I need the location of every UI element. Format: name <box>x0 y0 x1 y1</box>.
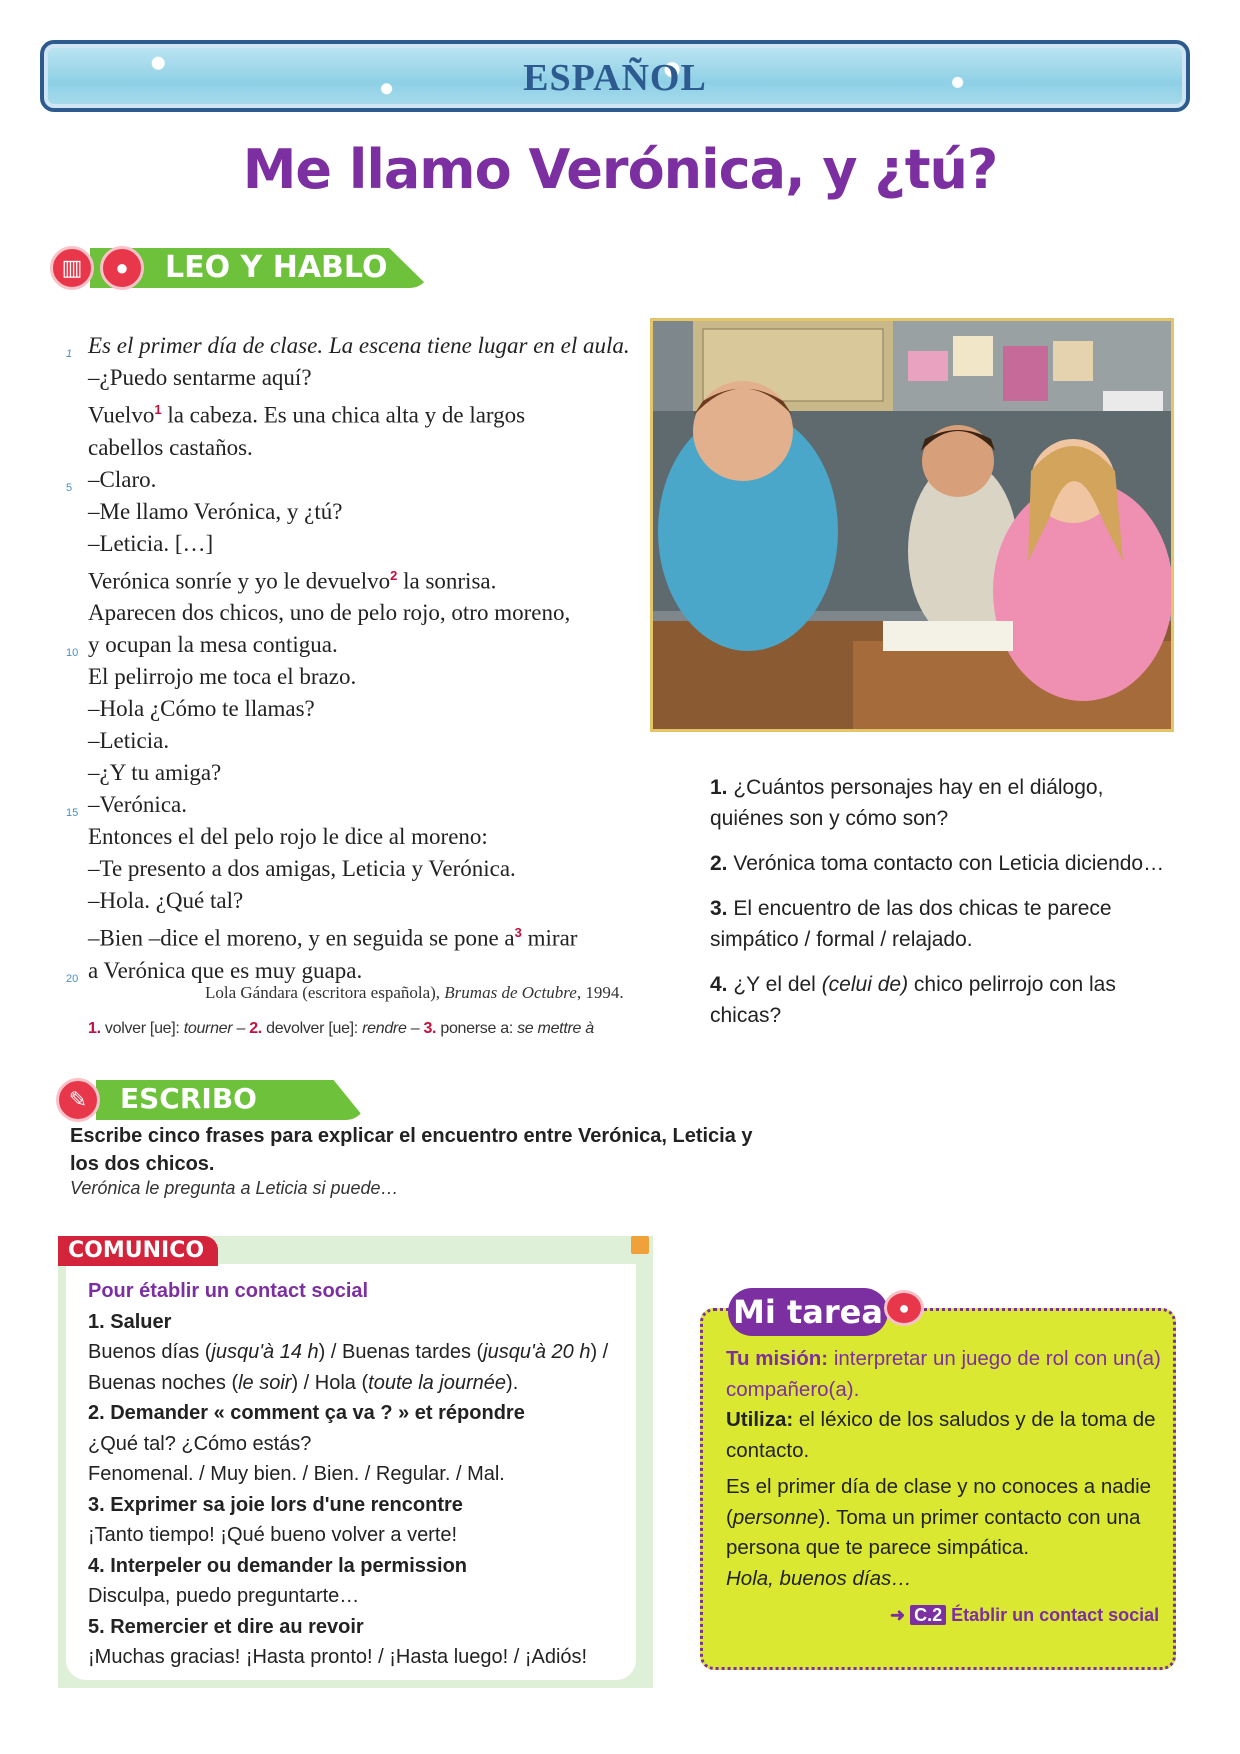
escribo-instruction: Escribe cinco frases para explicar el encuentro entre Verónica, Leticia y los dos chicos. <box>70 1125 753 1175</box>
reading-line: –Bien –dice el moreno, y en seguida se pone $a^3$ mirar <box>88 925 578 951</box>
reading-line: –Leticia. <box>88 728 170 754</box>
comunico-line-2b: Fenomenal. / Muy bien. / Bien. / Regular. / Mal. <box>88 1463 505 1485</box>
speech-bubble-icon: ● <box>884 1290 924 1326</box>
comunico-line-5: ¡Muchas gracias! ¡Hasta pronto! / ¡Hasta luego! / ¡Adiós! <box>88 1646 588 1668</box>
comunico-heading-2: 2. Demander « comment ça va ? » et répondre <box>88 1402 525 1424</box>
contact-social-link[interactable]: ➜ C.2 Établir un contact social <box>890 1605 1160 1625</box>
escribo-example: Verónica le pregunta a Leticia si puede… <box>70 1178 399 1198</box>
line-number: 20 <box>66 972 79 985</box>
credit-author: Lola Gándara (escritora española), <box>205 983 445 1002</box>
comunico-heading-1: 1. Saluer <box>88 1310 172 1333</box>
section-header-leo-hablo <box>50 240 430 290</box>
reading-line: –Hola ¿Cómo te llamas? <box>88 696 315 722</box>
comunico-line-1b: Buenas noches (le soir) / Hola (toute la journée). <box>88 1371 519 1394</box>
questions-list <box>710 772 1180 1045</box>
speech-bubble-icon: ● <box>100 246 144 290</box>
classroom-illustration <box>653 321 1174 732</box>
mi-tarea-title: Mi tarea <box>728 1288 888 1336</box>
line-number: 15 <box>66 807 79 820</box>
comunico-heading-5: 5. Remercier et dire au revoir <box>88 1615 364 1638</box>
reading-line: 20 a Verónica que es muy guapa. <box>88 955 658 987</box>
reading-line: –Leticia. […] <box>88 530 214 556</box>
reading-line: Vuelvo$^1$ la cabeza. Es una chica alta y de largos <box>88 402 526 428</box>
line-number: 10 <box>66 647 79 660</box>
corner-icon <box>631 1236 649 1254</box>
mi-tarea-content <box>726 1344 1176 1594</box>
question-4: 4. ¿Y el del (celui de) chico pelirrojo con las chicas? <box>710 973 1116 1027</box>
comunico-heading-3: 3. Exprimer sa joie lors d'une rencontre <box>88 1493 463 1516</box>
footnotes: 1. volver [ue]: tourner – 2. devolver [ue]: rendre – 3. ponerse a: se mettre à <box>88 1020 594 1037</box>
reading-line: –¿Puedo sentarme aquí? <box>88 365 312 390</box>
comunico-line-1a: Buenos días (jusqu'à 14 h) / Buenas tardes (jusqu'à 20 h) / <box>88 1341 609 1363</box>
tarea-mision: Tu misión: interpretar un juego de rol con un(a) compañero(a). <box>726 1347 1161 1401</box>
reading-line: Aparecen dos chicos, uno de pelo rojo, otro moreno, <box>88 600 571 626</box>
reading-line: 10 y ocupan la mesa contigua. <box>88 629 658 661</box>
reading-line: –Me llamo Verónica, y ¿tú? <box>88 498 343 524</box>
reading-text <box>66 330 658 987</box>
question-2: 2. Verónica toma contacto con Leticia diciendo… <box>710 852 1165 875</box>
reading-line: El pelirrojo me toca el brazo. <box>88 664 357 690</box>
comunico-line-4: Disculpa, puedo preguntarte… <box>88 1585 360 1607</box>
line-number: 5 <box>66 481 73 494</box>
pencil-icon: ✎ <box>56 1078 100 1122</box>
reading-line: –¿Y tu amiga? <box>88 760 222 786</box>
book-icon: ▥ <box>50 246 94 290</box>
comunico-title: Pour établir un contact social <box>88 1280 369 1302</box>
arrow-right-icon: ➜ <box>890 1605 911 1625</box>
comunico-line-2a: ¿Qué tal? ¿Cómo estás? <box>88 1432 312 1455</box>
reading-credit <box>205 983 624 1003</box>
tarea-utiliza: Utiliza: el léxico de los saludos y de la toma de contacto. <box>726 1408 1156 1462</box>
reading-line: cabellos castaños. <box>88 434 253 460</box>
section-label: ESCRIBO <box>120 1082 257 1115</box>
section-header-escribo <box>56 1072 356 1122</box>
comunico-content <box>88 1276 618 1673</box>
reading-line: Verónica sonríe y yo le devuelvo$^2$ la sonrisa. <box>88 567 497 594</box>
reading-line: 15 –Verónica. <box>88 789 658 821</box>
tarea-example: Hola, buenos días… <box>726 1566 912 1590</box>
comunico-tab: COMUNICO <box>58 1236 218 1266</box>
question-1: 1. ¿Cuántos personajes hay en el diálogo, quiénes son y cómo son? <box>710 776 1104 830</box>
credit-year: , 1994. <box>576 983 624 1002</box>
comunico-box <box>58 1236 653 1688</box>
page-title: Me llamo Verónica, y ¿tú? <box>242 138 998 201</box>
credit-book: Brumas de Octubre <box>444 983 577 1002</box>
reading-line: 5 –Claro. <box>88 464 658 496</box>
header-banner <box>40 40 1190 112</box>
comunico-heading-4: 4. Interpeler ou demander la permission <box>88 1554 468 1577</box>
reading-line: 1 Es el primer día de clase. La escena tiene lugar en el aula. <box>88 330 658 362</box>
section-label: LEO Y HABLO <box>165 250 388 285</box>
classroom-photo <box>650 318 1174 732</box>
line-number: 1 <box>66 348 73 360</box>
subject-title: ESPAÑOL <box>523 57 707 99</box>
question-3: 3. El encuentro de las dos chicas te parece simpático / formal / relajado. <box>710 897 1112 951</box>
reading-line: Entonces el del pelo rojo le dice al moreno: <box>88 824 488 850</box>
reading-line: –Hola. ¿Qué tal? <box>88 888 244 914</box>
comunico-line-3: ¡Tanto tiempo! ¡Qué bueno volver a verte! <box>88 1524 458 1546</box>
tarea-paragraph: Es el primer día de clase y no conoces a nadie (personne). Toma un primer contacto con una persona que te parece simpática. <box>726 1475 1152 1559</box>
reading-line: –Te presento a dos amigas, Leticia y Verónica. <box>88 856 516 882</box>
